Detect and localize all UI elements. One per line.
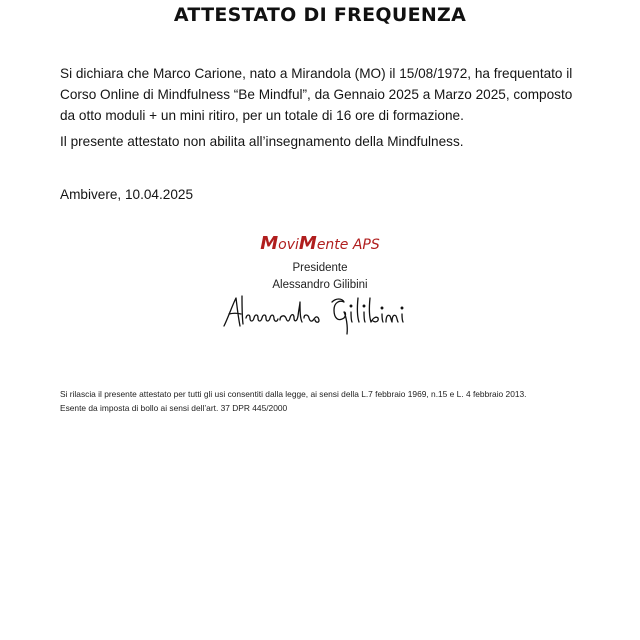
document-title: ATTESTATO DI FREQUENZA <box>173 4 467 26</box>
logo-letter-m: M <box>298 233 317 254</box>
logo-text: ovi <box>278 237 299 253</box>
logo-letter-m: M <box>260 233 279 254</box>
place-and-date: Ambivere, 10.04.2025 <box>60 187 194 202</box>
logo-text: ente APS <box>316 237 380 253</box>
attendance-declaration: Si dichiara che Marco Carione, nato a Mirandola (MO) il 15/08/1972, ha frequentato il Corso Online di Mindfulness “Be Mindful”, da Gennaio 2025 a Marzo 2025, composto da otto moduli + un mini ritiro, per un totale di 16 ore di formazione. <box>60 66 573 123</box>
disclaimer-text: Il presente attestato non abilita all’insegnamento della Mindfulness. <box>60 134 464 149</box>
stamp-duty-exemption: Esente da imposta di bollo ai sensi dell’art. 37 DPR 445/2000 <box>60 403 288 413</box>
legal-notice: Si rilascia il presente attestato per tutti gli usi consentiti dalla legge, ai sensi della L.7 febbraio 1969, n.15 e L. 4 febbraio 2013. <box>60 389 527 399</box>
signatory-name: Alessandro Gilibini <box>272 279 368 291</box>
signatory-role: Presidente <box>292 262 348 274</box>
organization-logo <box>0 233 640 254</box>
handwritten-signature-icon <box>220 292 420 336</box>
